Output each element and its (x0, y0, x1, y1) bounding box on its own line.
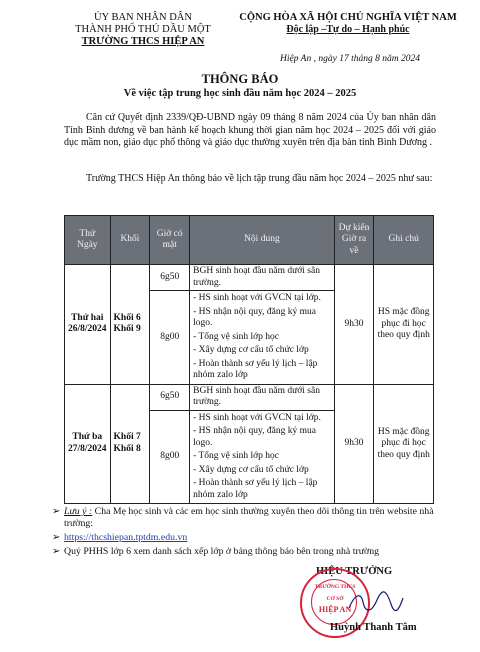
document-date: Hiệp An , ngày 17 tháng 8 năm 2024 (280, 54, 420, 64)
day-name: Thứ ba (72, 432, 103, 443)
content-activities (190, 291, 334, 385)
national-title: CỘNG HÒA XÃ HỘI CHỦ NGHĨA VIỆT NAM (239, 12, 457, 23)
content-activities (190, 410, 334, 504)
leave-time: 9h30 (334, 384, 374, 504)
national-motto-block (228, 12, 468, 36)
header-day: Thứ Ngày (65, 216, 111, 265)
issuer-school: TRƯỜNG THCS HIỆP AN (81, 36, 205, 47)
bullet-icon: ➢ (52, 506, 61, 517)
signer-name: Huỳnh Thanh Tâm (330, 622, 417, 633)
document-subtitle: Về việc tập trung học sinh đầu năm học 2024 – 2025 (123, 88, 357, 99)
day-name: Thứ hai (71, 312, 104, 323)
stamp-bottom-text: HIỆP AN (318, 605, 352, 614)
header-note: Ghi chú (374, 216, 434, 265)
note-item-1 (52, 506, 442, 530)
arrive-time-2: 8g00 (150, 291, 190, 385)
schedule-table (64, 215, 434, 504)
website-item (52, 532, 442, 544)
table-row (65, 384, 434, 410)
header-grade: Khối (110, 216, 150, 265)
content-assembly: BGH sinh hoạt đầu năm dưới sân trường. (190, 265, 334, 291)
activity-item: - HS nhận nội quy, đăng ký mua logo. (193, 426, 317, 448)
day-cell (65, 265, 111, 385)
content-assembly: BGH sinh hoạt đầu năm dưới sân trường. (190, 384, 334, 410)
grade-2: Khối 8 (113, 443, 141, 454)
document-title: THÔNG BÁO (201, 72, 279, 86)
stamp-mid-text: CƠ SỞ (326, 596, 344, 602)
notes-section (52, 506, 442, 558)
table-header-row (65, 216, 434, 265)
day-date: 27/8/2024 (68, 443, 107, 454)
header-arrive: Giờ có mặt (150, 216, 190, 265)
stamp-top-text: TRƯỜNG THCS (314, 584, 356, 590)
leave-time: 9h30 (334, 265, 374, 385)
announcement-paragraph: Trường THCS Hiệp An thông báo về lịch tập trung đầu năm học 2024 – 2025 như sau: (86, 173, 433, 184)
website-link[interactable]: https://thcshiepan.tptdm.edu.vn (64, 532, 188, 543)
note-1-text (64, 506, 442, 530)
day-cell (65, 384, 111, 504)
grade-2: Khối 9 (113, 324, 141, 335)
header-content: Nội dung (190, 216, 334, 265)
day-date: 26/8/2024 (68, 324, 107, 335)
arrive-time-1: 6g50 (150, 265, 190, 291)
note-cell: HS mặc đồng phục đi học theo quy định (374, 265, 434, 385)
bullet-icon: ➢ (52, 532, 61, 543)
activity-item: - Tổng vệ sinh lớp học (193, 331, 279, 342)
activity-item: - Tổng vệ sinh lớp học (193, 451, 279, 461)
activity-item: - Xây dựng cơ cấu tổ chức lớp (193, 464, 309, 475)
issuer-line2: THÀNH PHỐ THỦ DẦU MỘT (75, 24, 211, 35)
bullet-icon: ➢ (52, 546, 61, 557)
handwritten-signature (345, 588, 405, 618)
note-2-text: Quý PHHS lớp 6 xem danh sách xếp lớp ở bảng thông báo bên trong nhà trường (64, 546, 379, 557)
national-motto: Độc lập –Tự do – Hạnh phúc (286, 24, 410, 35)
arrive-time-2: 8g00 (150, 410, 190, 504)
table-row (65, 265, 434, 291)
activity-item: - Hoàn thành sơ yếu lý lịch – lập nhóm zalo lớp (193, 478, 318, 500)
activity-item: - Xây dựng cơ cấu tổ chức lớp (193, 345, 309, 355)
grade-cell (110, 265, 150, 385)
note-body: Cha Mẹ học sinh và các em học sinh thường xuyên theo dõi thông tin trên website nhà trường: (64, 506, 434, 529)
issuer-line1: ỦY BAN NHÂN DÂN (94, 12, 192, 23)
note-cell: HS mặc đồng phục đi học theo quy định (374, 384, 434, 504)
grade-1: Khối 6 (113, 312, 141, 323)
note-label: Lưu ý : (64, 506, 93, 517)
activity-item: - HS sinh hoạt với GVCN tại lớp. (193, 412, 321, 423)
header-leave: Dự kiến Giờ ra về (334, 216, 374, 265)
activity-item: - Hoàn thành sơ yếu lý lịch – lập nhóm zalo lớp (193, 358, 318, 380)
legal-basis-paragraph: Căn cứ Quyết định 2339/QĐ-UBND ngày 09 tháng 8 năm 2024 của Ủy ban nhân dân Tỉnh Bình dương về ban hành kế hoạch khung thời gian năm học 2024 – 2025 đối với giáo dục mầm non, giáo dục phổ thông và giáo dục thường xuyên trên địa bàn tỉnh Bình Dương . (64, 112, 436, 148)
note-item-2 (52, 546, 442, 558)
activity-item: - HS sinh hoạt với GVCN tại lớp. (193, 293, 321, 303)
signature-role: HIỆU TRƯỞNG (316, 566, 393, 577)
grade-cell (110, 384, 150, 504)
grade-1: Khối 7 (113, 432, 141, 443)
arrive-time-1: 6g50 (150, 384, 190, 410)
issuer-block (58, 12, 228, 48)
activity-item: - HS nhận nội quy, đăng ký mua logo. (193, 306, 317, 328)
